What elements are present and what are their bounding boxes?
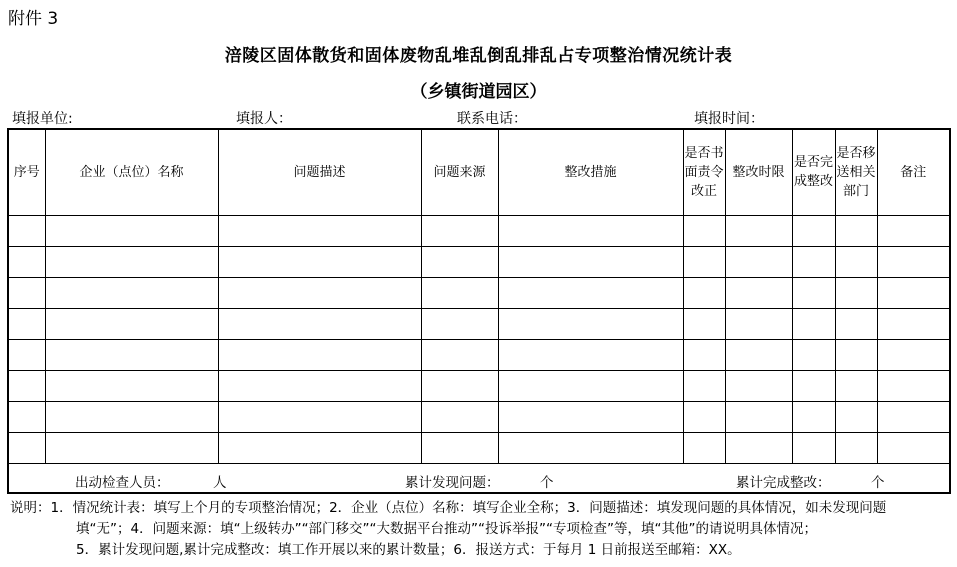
table-cell [792, 215, 835, 246]
table-cell [421, 215, 498, 246]
table-cell [835, 215, 877, 246]
table-cell [498, 339, 683, 370]
table-cell [8, 246, 45, 277]
table-cell [498, 370, 683, 401]
table-cell [45, 246, 218, 277]
table-cell [498, 277, 683, 308]
table-cell [218, 215, 421, 246]
table-row [8, 339, 950, 370]
table-cell [498, 308, 683, 339]
table-cell [421, 277, 498, 308]
table-cell [877, 370, 950, 401]
table-cell [683, 308, 725, 339]
table-body [8, 215, 950, 463]
header-cell: 序号 [8, 129, 45, 215]
table-cell [725, 277, 792, 308]
table-cell [498, 246, 683, 277]
attachment-label: 附件 3 [8, 9, 59, 29]
note-line: 说明：1．情况统计表：填写上个月的专项整治情况；2．企业（点位）名称：填写企业全称；3．问题描述：填发现问题的具体情况，如未发现问题 [10, 500, 887, 516]
table-cell [218, 246, 421, 277]
table-cell [218, 277, 421, 308]
table-cell [683, 215, 725, 246]
table-cell [45, 277, 218, 308]
table-row [8, 277, 950, 308]
table-cell [835, 370, 877, 401]
table-cell [792, 277, 835, 308]
header-cell: 是否书面责令改正 [683, 129, 725, 215]
note-line: 5．累计发现问题,累计完成整改：填工作开展以来的累计数量；6．报送方式：于每月 1 日前报送至邮箱：XX。 [76, 542, 741, 558]
table-cell [725, 215, 792, 246]
table-row [8, 370, 950, 401]
table-cell [683, 277, 725, 308]
table-cell [725, 339, 792, 370]
table-row [8, 215, 950, 246]
table-cell [683, 432, 725, 463]
table-cell [877, 246, 950, 277]
table-cell [45, 432, 218, 463]
table-cell [792, 308, 835, 339]
table-row [8, 432, 950, 463]
table-cell [45, 339, 218, 370]
table-cell [792, 339, 835, 370]
unit-field-label: 填报单位: [12, 111, 73, 127]
table-cell [498, 432, 683, 463]
header-cell: 企业（点位）名称 [45, 129, 218, 215]
table-cell [792, 401, 835, 432]
person-field-label: 填报人： [236, 111, 292, 127]
table-cell [8, 401, 45, 432]
table-cell [835, 432, 877, 463]
table-cell [835, 308, 877, 339]
table-cell [792, 432, 835, 463]
table-cell [683, 339, 725, 370]
header-row [8, 129, 950, 215]
table-cell [877, 277, 950, 308]
table-cell [45, 308, 218, 339]
found-unit: 个 [540, 474, 554, 491]
table-cell [498, 401, 683, 432]
header-cell: 是否完成整改 [792, 129, 835, 215]
form-subtitle: （乡镇街道园区） [410, 82, 547, 102]
found-label: 累计发现问题： [405, 474, 500, 491]
table-cell [421, 370, 498, 401]
table-cell [8, 432, 45, 463]
table-cell [8, 339, 45, 370]
table-cell [792, 370, 835, 401]
table-cell [45, 401, 218, 432]
table-cell [218, 432, 421, 463]
table-cell [725, 370, 792, 401]
table-cell [792, 246, 835, 277]
table-cell [835, 277, 877, 308]
table-cell [498, 215, 683, 246]
table-cell [877, 215, 950, 246]
table-cell [8, 277, 45, 308]
table-cell [835, 401, 877, 432]
table-cell [725, 401, 792, 432]
table-cell [8, 370, 45, 401]
table-cell [877, 401, 950, 432]
table-cell [8, 308, 45, 339]
table-row [8, 401, 950, 432]
statistics-table [7, 128, 951, 494]
header-cell: 问题描述 [218, 129, 421, 215]
table-cell [8, 215, 45, 246]
header-cell: 整改措施 [498, 129, 683, 215]
table-cell [421, 308, 498, 339]
table-row [8, 308, 950, 339]
time-field-label: 填报时间： [694, 111, 764, 127]
table-cell [45, 370, 218, 401]
table-cell [421, 432, 498, 463]
table-cell [835, 246, 877, 277]
form-title: 涪陵区固体散货和固体废物乱堆乱倒乱排乱占专项整治情况统计表 [224, 46, 733, 66]
fixed-label: 累计完成整改： [736, 474, 831, 491]
table-cell [725, 308, 792, 339]
summary-cell [8, 463, 950, 493]
table-cell [683, 370, 725, 401]
notes [10, 498, 950, 561]
table-cell [421, 246, 498, 277]
table-cell [218, 370, 421, 401]
table-cell [877, 308, 950, 339]
table-cell [45, 215, 218, 246]
table-cell [421, 339, 498, 370]
header-cell: 整改时限 [725, 129, 792, 215]
table-cell [725, 432, 792, 463]
header-cell: 备注 [877, 129, 950, 215]
inspectors-unit: 人 [213, 474, 227, 491]
table-cell [421, 401, 498, 432]
table-cell [683, 246, 725, 277]
summary-row [8, 463, 950, 493]
phone-field-label: 联系电话： [457, 111, 527, 127]
note-line: 填“无”；4．问题来源：填“上级转办”“部门移交”“大数据平台推动”“投诉举报”“专项检查”等，填“其他”的请说明具体情况； [76, 521, 818, 537]
table-cell [725, 246, 792, 277]
header-cell: 问题来源 [421, 129, 498, 215]
fill-fields [0, 108, 957, 126]
table-cell [877, 432, 950, 463]
fixed-unit: 个 [871, 474, 885, 491]
table-cell [877, 339, 950, 370]
inspectors-label: 出动检查人员： [75, 474, 170, 491]
table-cell [835, 339, 877, 370]
table-cell [218, 339, 421, 370]
header-cell: 是否移送相关部门 [835, 129, 877, 215]
table-cell [683, 401, 725, 432]
table-cell [218, 401, 421, 432]
table-cell [218, 308, 421, 339]
table-row [8, 246, 950, 277]
